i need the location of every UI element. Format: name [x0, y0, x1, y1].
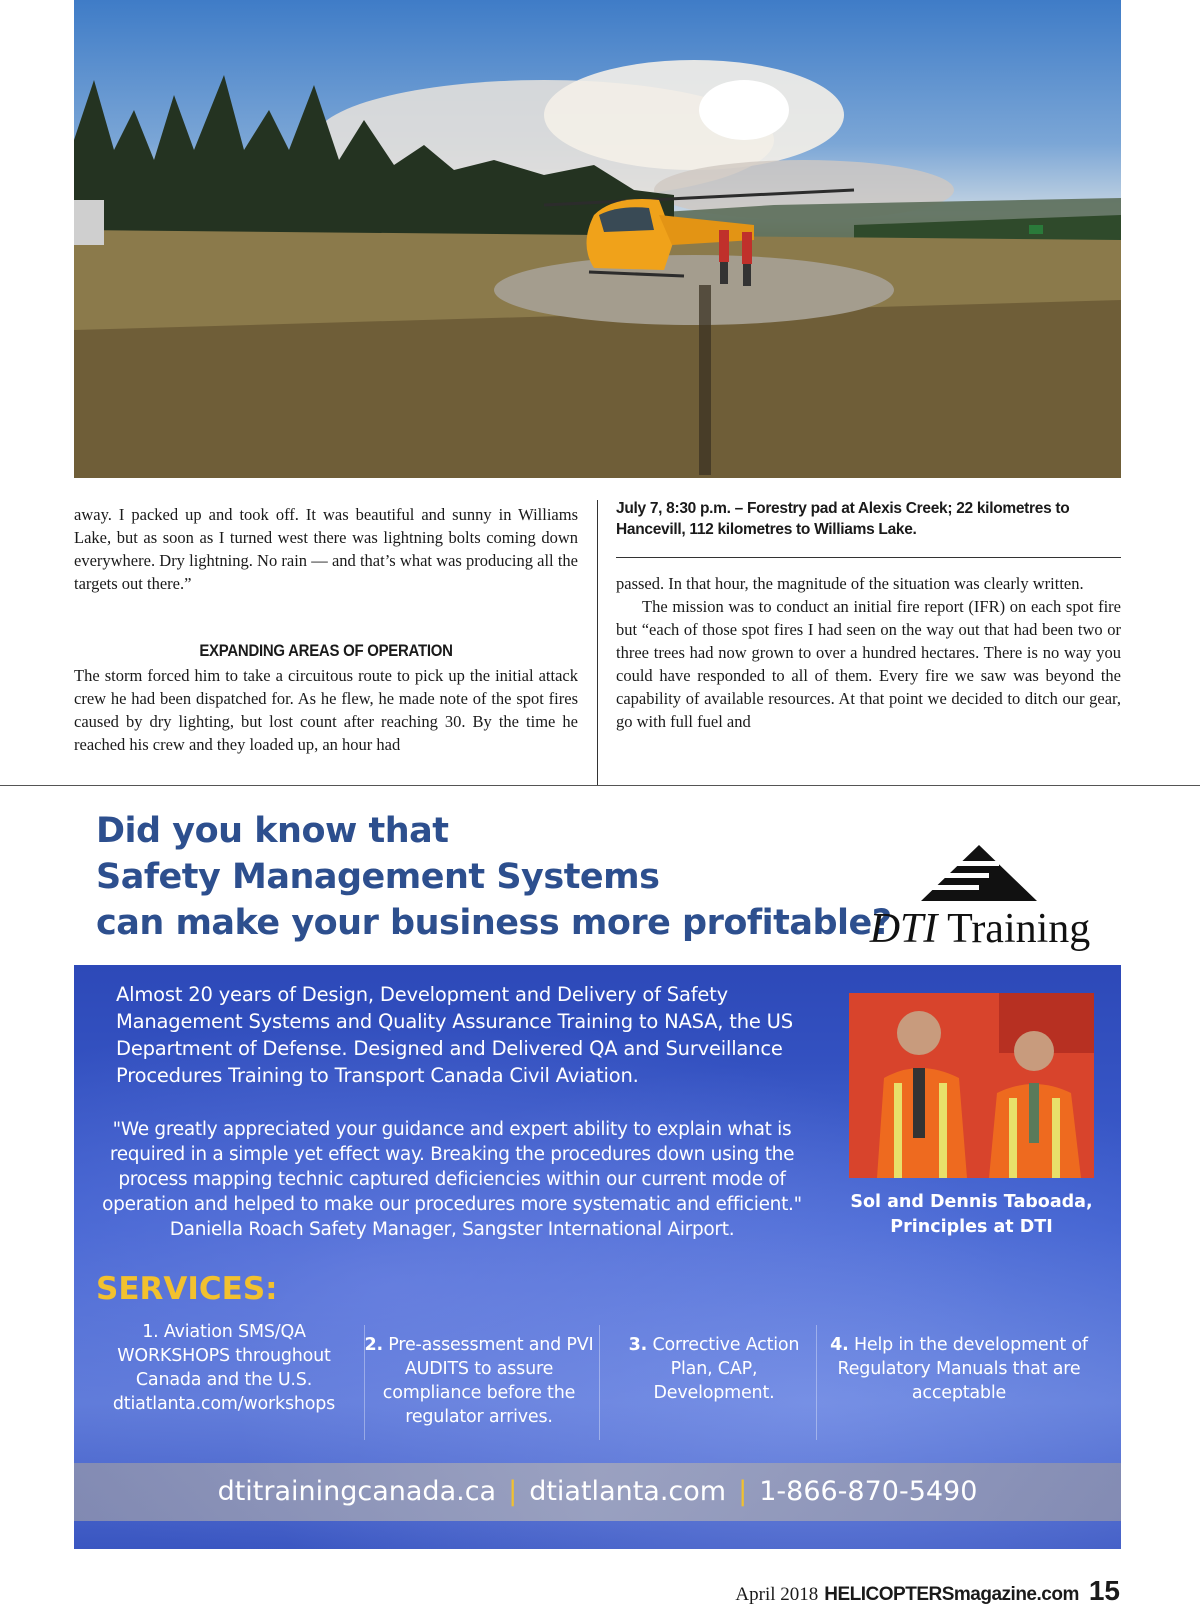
service-divider [599, 1325, 600, 1440]
service-text: Help in the development of Regulatory Manuals that are acceptable [837, 1335, 1088, 1403]
service-item [364, 1333, 594, 1429]
article-paragraph: The storm forced him to take a circuitous route to pick up the initial attack crew he had been dispatched for. As he flew, he made note of the spot fires caused by dry lighting, but lost count after reaching 30. By the time he reached his crew and they loaded up, an hour had [74, 666, 578, 754]
service-item [619, 1333, 809, 1405]
ad-headline-line: Did you know that [96, 811, 449, 851]
contact-separator: | [738, 1476, 748, 1507]
photo-caption: July 7, 8:30 p.m. – Forestry pad at Alexis Creek; 22 kilometres to Hancevill, 112 kilometres to Williams Lake. [616, 500, 1070, 538]
service-text: Corrective Action Plan, CAP, Development. [652, 1335, 800, 1403]
people-photo [849, 993, 1094, 1178]
page-footer [735, 1575, 1120, 1607]
pyramid-logo-icon [919, 845, 1039, 903]
page-number: 15 [1088, 1575, 1120, 1606]
testimonial-quote: "We greatly appreciated your guidance and expert ability to explain what is required in a simple yet effect way. Breaking the procedures down using the process mapping technic captured deficiencies within our current mode of operation and helped to make our procedures more systematic and efficient." Daniella Roach Safety Manager, Sangster International Airport. [102, 1119, 802, 1240]
service-number: 3. [628, 1335, 648, 1355]
contact-bar [74, 1463, 1121, 1521]
service-text: Aviation SMS/QA WORKSHOPS throughout Canada and the U.S. [117, 1322, 331, 1390]
dti-logo [855, 845, 1105, 955]
column-divider [597, 500, 598, 785]
magazine-url[interactable]: HELICOPTERSmagazine.com [824, 1584, 1079, 1605]
people-caption: Sol and Dennis Taboada, Principles at DTI [850, 1192, 1093, 1237]
ad-headline-line: can make your business more profitable? [96, 903, 892, 943]
caption-divider [616, 557, 1121, 558]
service-item [824, 1333, 1094, 1405]
dti-logo-italic: DTI [869, 906, 938, 952]
services-title: SERVICES: [96, 1271, 278, 1307]
service-number: 1. [142, 1322, 159, 1342]
service-text: Pre-assessment and PVI AUDITS to assure compliance before the regulator arrives. [382, 1335, 594, 1427]
article-left-column [74, 503, 578, 756]
article-right-column [616, 572, 1121, 733]
article-paragraph: passed. In that hour, the magnitude of the situation was clearly written. [616, 574, 1084, 593]
service-divider [816, 1325, 817, 1440]
ad-panel [74, 965, 1121, 1549]
service-number: 4. [830, 1335, 849, 1355]
ad-intro-text: Almost 20 years of Design, Development and Delivery of Safety Management Systems and Quality Assurance Training to NASA, the US Department of Defense. Designed and Delivered QA and Surveillance Procedures Training to Transport Canada Civil Aviation. [116, 983, 793, 1087]
issue-date: April 2018 [735, 1584, 819, 1605]
page-divider [0, 785, 1200, 786]
website-link-atlanta[interactable]: dtiatlanta.com [529, 1476, 727, 1507]
website-link-canada[interactable]: dtitrainingcanada.ca [217, 1476, 497, 1507]
article-paragraph: The mission was to conduct an initial fire report (IFR) on each spot fire but “each of those spot fires I had seen on the way out that had been two or three trees had now grown to over a hundred hectares. There is no way you could have responded to all of them. Every fire we saw was beyond the capability of available resources. At that point we decided to ditch our gear, go with full fuel and [616, 597, 1121, 731]
section-heading: EXPANDING AREAS OF OPERATION [199, 641, 453, 660]
phone-number[interactable]: 1-866-870-5490 [759, 1476, 978, 1507]
ad-headline [96, 808, 892, 946]
dti-logo-word: Training [947, 906, 1091, 952]
service-number: 2. [364, 1335, 383, 1355]
workshops-link[interactable]: dtiatlanta.com/workshops [112, 1394, 336, 1414]
article-paragraph: away. I packed up and took off. It was beautiful and sunny in Williams Lake, but as soon as I turned west there was lightning bolts coming down everywhere. Dry lightning. No rain — and that’s what was producing all the targets out there.” [74, 505, 578, 593]
dti-logo-text [855, 905, 1105, 953]
helicopter-photo [74, 0, 1121, 478]
service-item [94, 1320, 354, 1416]
contact-separator: | [508, 1476, 518, 1507]
ad-headline-line: Safety Management Systems [96, 857, 660, 897]
